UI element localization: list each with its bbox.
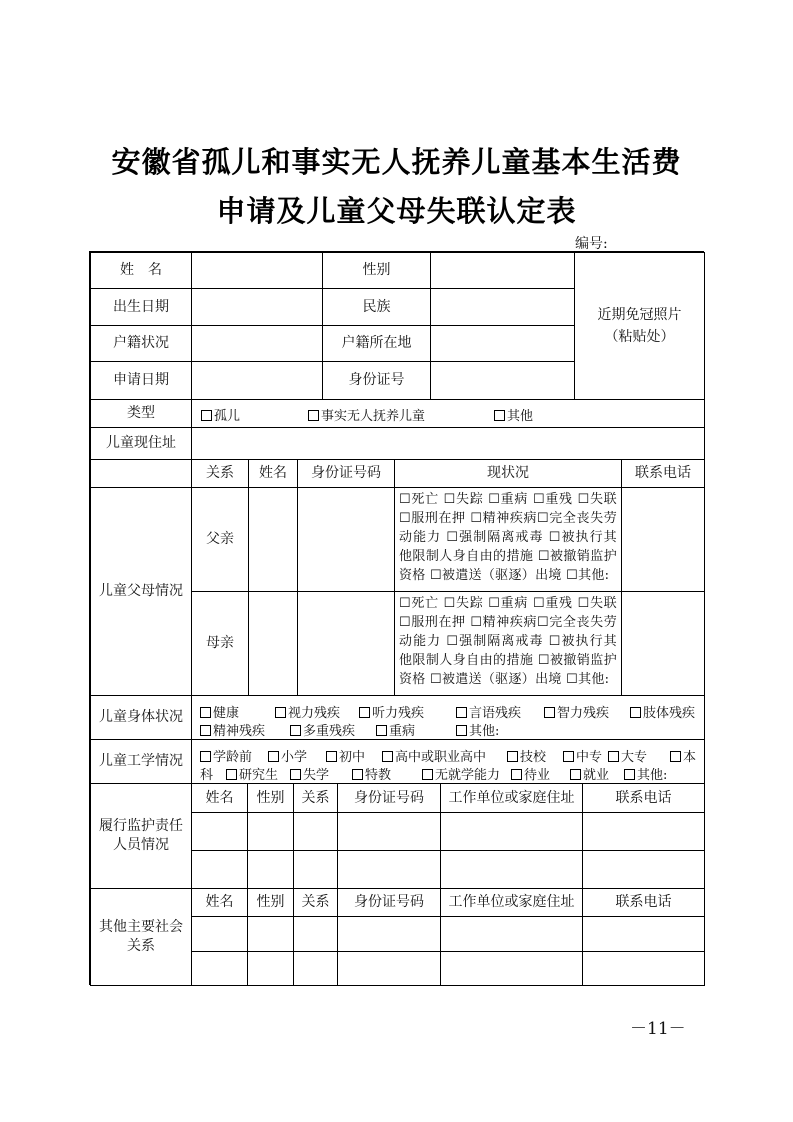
checkbox-icon: [630, 707, 641, 718]
health-options-cell: [191, 695, 705, 740]
guardian-row2-name[interactable]: [191, 850, 248, 889]
school-option[interactable]: 学龄前: [200, 746, 252, 765]
guardian-row1-work[interactable]: [440, 812, 583, 851]
guardian-row2-phone[interactable]: [582, 850, 705, 889]
guardian-row1-id[interactable]: [337, 812, 441, 851]
hukou-location-label: 户籍所在地: [322, 325, 431, 362]
social-row2-gender[interactable]: [247, 951, 294, 986]
type-options-cell: [191, 399, 705, 428]
guardian-row1-gender[interactable]: [247, 812, 294, 851]
photo-area[interactable]: [574, 252, 705, 400]
school-option[interactable]: 待业: [511, 764, 550, 783]
guardian-row2-work[interactable]: [440, 850, 583, 889]
checkbox-icon: [624, 769, 635, 780]
school-option[interactable]: 研究生: [226, 764, 278, 783]
form-table: [89, 251, 704, 985]
checkbox-icon: [511, 769, 522, 780]
father-status-options[interactable]: ☐死亡 ☐失踪 ☐重病 ☐重残 ☐失联 ☐服刑在押 ☐精神疾病☐完全丧失劳动能力 ☐强制隔离戒毒 ☐被执行其他限制人身自由的措施 ☐被撤销监护资格 ☐被遣送（驱逐）出境 ☐其他:: [394, 487, 622, 592]
address-label: 儿童现住址: [90, 427, 192, 460]
school-option[interactable]: 小学: [268, 746, 307, 765]
hukou-location-field[interactable]: [430, 325, 575, 362]
health-label: 儿童身体状况: [90, 695, 192, 740]
checkbox-icon: [201, 410, 212, 421]
serial-number-label: 编号:: [575, 236, 608, 252]
school-option[interactable]: 本: [670, 746, 696, 765]
form-title-line1: 安徽省孤儿和事实无人抚养儿童基本生活费: [111, 145, 682, 179]
guardian-header-relation: 关系: [293, 783, 338, 813]
checkbox-icon: [200, 725, 211, 736]
checkbox-icon: [456, 725, 467, 736]
guardian-section-label: 履行监护责任 人员情况: [90, 783, 192, 889]
checkbox-icon: [544, 707, 555, 718]
checkbox-icon: [670, 751, 681, 762]
type-option-other[interactable]: 其他: [494, 405, 533, 424]
checkbox-icon: [290, 769, 301, 780]
health-option[interactable]: 精神残疾: [200, 720, 265, 739]
school-option[interactable]: 其他:: [624, 764, 667, 783]
social-row2-name[interactable]: [191, 951, 248, 986]
photo-note: （粘贴处）: [604, 329, 675, 345]
social-row2-work[interactable]: [440, 951, 583, 986]
health-option[interactable]: 健康: [200, 702, 239, 721]
guardian-header-name: 姓名: [191, 783, 248, 813]
social-row2-relation[interactable]: [293, 951, 338, 986]
parents-header-blank: [90, 459, 192, 488]
father-name-field[interactable]: [248, 487, 298, 592]
guardian-row1-name[interactable]: [191, 812, 248, 851]
name-label: 姓 名: [90, 252, 192, 289]
type-label: 类型: [90, 399, 192, 428]
birth-date-label: 出生日期: [90, 288, 192, 326]
guardian-header-phone: 联系电话: [582, 783, 705, 813]
school-option[interactable]: 技校: [507, 746, 546, 765]
social-header-phone: 联系电话: [582, 888, 705, 917]
checkbox-icon: [608, 751, 619, 762]
health-option[interactable]: 听力残疾: [359, 702, 424, 721]
health-option[interactable]: 其他:: [456, 720, 499, 739]
checkbox-icon: [563, 751, 574, 762]
checkbox-icon: [326, 751, 337, 762]
father-label: 父亲: [191, 487, 249, 592]
social-row2-id[interactable]: [337, 951, 441, 986]
mother-name-field[interactable]: [248, 591, 298, 696]
school-option[interactable]: 失学: [290, 764, 329, 783]
school-option[interactable]: 高中或职业高中: [382, 746, 486, 765]
father-id-field[interactable]: [297, 487, 395, 592]
hukou-status-label: 户籍状况: [90, 325, 192, 362]
social-row1-gender[interactable]: [247, 916, 294, 952]
type-option-orphan[interactable]: 孤儿: [201, 405, 240, 424]
type-option-unsupported-child[interactable]: 事实无人抚养儿童: [308, 405, 425, 424]
social-header-gender: 性别: [247, 888, 294, 917]
guardian-header-gender: 性别: [247, 783, 294, 813]
social-header-relation: 关系: [293, 888, 338, 917]
father-phone-field[interactable]: [621, 487, 705, 592]
ethnicity-label: 民族: [322, 288, 431, 326]
checkbox-icon: [352, 769, 363, 780]
social-header-work: 工作单位或家庭住址: [440, 888, 583, 917]
social-row1-phone[interactable]: [582, 916, 705, 952]
apply-date-label: 申请日期: [90, 361, 192, 400]
photo-label: 近期免冠照片: [597, 306, 682, 323]
social-row1-name[interactable]: [191, 916, 248, 952]
mother-phone-field[interactable]: [621, 591, 705, 696]
social-row1-relation[interactable]: [293, 916, 338, 952]
form-title-line2: 申请及儿童父母失联认定表: [216, 194, 577, 228]
school-option-continuation: 科: [200, 768, 214, 783]
checkbox-icon: [570, 769, 581, 780]
health-option[interactable]: 重病: [376, 720, 415, 739]
school-option[interactable]: 无就学能力: [422, 764, 500, 783]
parents-header-name: 姓名: [248, 459, 298, 488]
guardian-header-id: 身份证号码: [337, 783, 441, 813]
parents-header-relation: 关系: [191, 459, 249, 488]
address-field[interactable]: [191, 427, 705, 460]
name-field[interactable]: [191, 252, 323, 289]
guardian-header-work: 工作单位或家庭住址: [440, 783, 583, 813]
guardian-row1-relation[interactable]: [293, 812, 338, 851]
social-section-label: 其他主要社会 关系: [90, 888, 192, 986]
id-number-field[interactable]: [430, 361, 575, 400]
school-option[interactable]: 大专: [608, 746, 647, 765]
school-option[interactable]: 特教: [352, 764, 391, 783]
ethnicity-field[interactable]: [430, 288, 575, 326]
school-option[interactable]: 就业: [570, 764, 609, 783]
health-option[interactable]: 视力残疾: [275, 702, 340, 721]
guardian-row2-relation[interactable]: [293, 850, 338, 889]
parents-section-label: 儿童父母情况: [90, 487, 192, 696]
health-option[interactable]: 智力残疾: [544, 702, 609, 721]
checkbox-icon: [308, 410, 319, 421]
school-label: 儿童工学情况: [90, 739, 192, 784]
checkbox-icon: [507, 751, 518, 762]
parents-header-status: 现状况: [394, 459, 622, 488]
school-option[interactable]: 初中: [326, 746, 365, 765]
social-row2-phone[interactable]: [582, 951, 705, 986]
checkbox-icon: [494, 410, 505, 421]
guardian-row2-gender[interactable]: [247, 850, 294, 889]
checkbox-icon: [290, 725, 301, 736]
hukou-status-field[interactable]: [191, 325, 323, 362]
school-option[interactable]: 中专: [563, 746, 602, 765]
checkbox-icon: [200, 707, 211, 718]
birth-date-field[interactable]: [191, 288, 323, 326]
checkbox-icon: [382, 751, 393, 762]
checkbox-icon: [200, 751, 211, 762]
checkbox-icon: [456, 707, 467, 718]
checkbox-icon: [376, 725, 387, 736]
gender-label: 性别: [322, 252, 431, 289]
mother-label: 母亲: [191, 591, 249, 696]
checkbox-icon: [268, 751, 279, 762]
social-row1-id[interactable]: [337, 916, 441, 952]
gender-field[interactable]: [430, 252, 575, 289]
guardian-row2-id[interactable]: [337, 850, 441, 889]
social-row1-work[interactable]: [440, 916, 583, 952]
social-header-name: 姓名: [191, 888, 248, 917]
apply-date-field[interactable]: [191, 361, 323, 400]
mother-id-field[interactable]: [297, 591, 395, 696]
checkbox-icon: [422, 769, 433, 780]
guardian-row1-phone[interactable]: [582, 812, 705, 851]
mother-status-options[interactable]: ☐死亡 ☐失踪 ☐重病 ☐重残 ☐失联 ☐服刑在押 ☐精神疾病☐完全丧失劳动能力 ☐强制隔离戒毒 ☐被执行其他限制人身自由的措施 ☐被撤销监护资格 ☐被遣送（驱逐）出境 ☐其他:: [394, 591, 622, 696]
parents-header-id: 身份证号码: [297, 459, 395, 488]
social-header-id: 身份证号码: [337, 888, 441, 917]
health-option[interactable]: 言语残疾: [456, 702, 521, 721]
health-option[interactable]: 多重残疾: [290, 720, 355, 739]
checkbox-icon: [359, 707, 370, 718]
parents-header-phone: 联系电话: [621, 459, 705, 488]
checkbox-icon: [275, 707, 286, 718]
page-number: －11－: [630, 1019, 686, 1039]
health-option[interactable]: 肢体残疾: [630, 702, 695, 721]
id-number-label: 身份证号: [322, 361, 431, 400]
checkbox-icon: [226, 769, 237, 780]
